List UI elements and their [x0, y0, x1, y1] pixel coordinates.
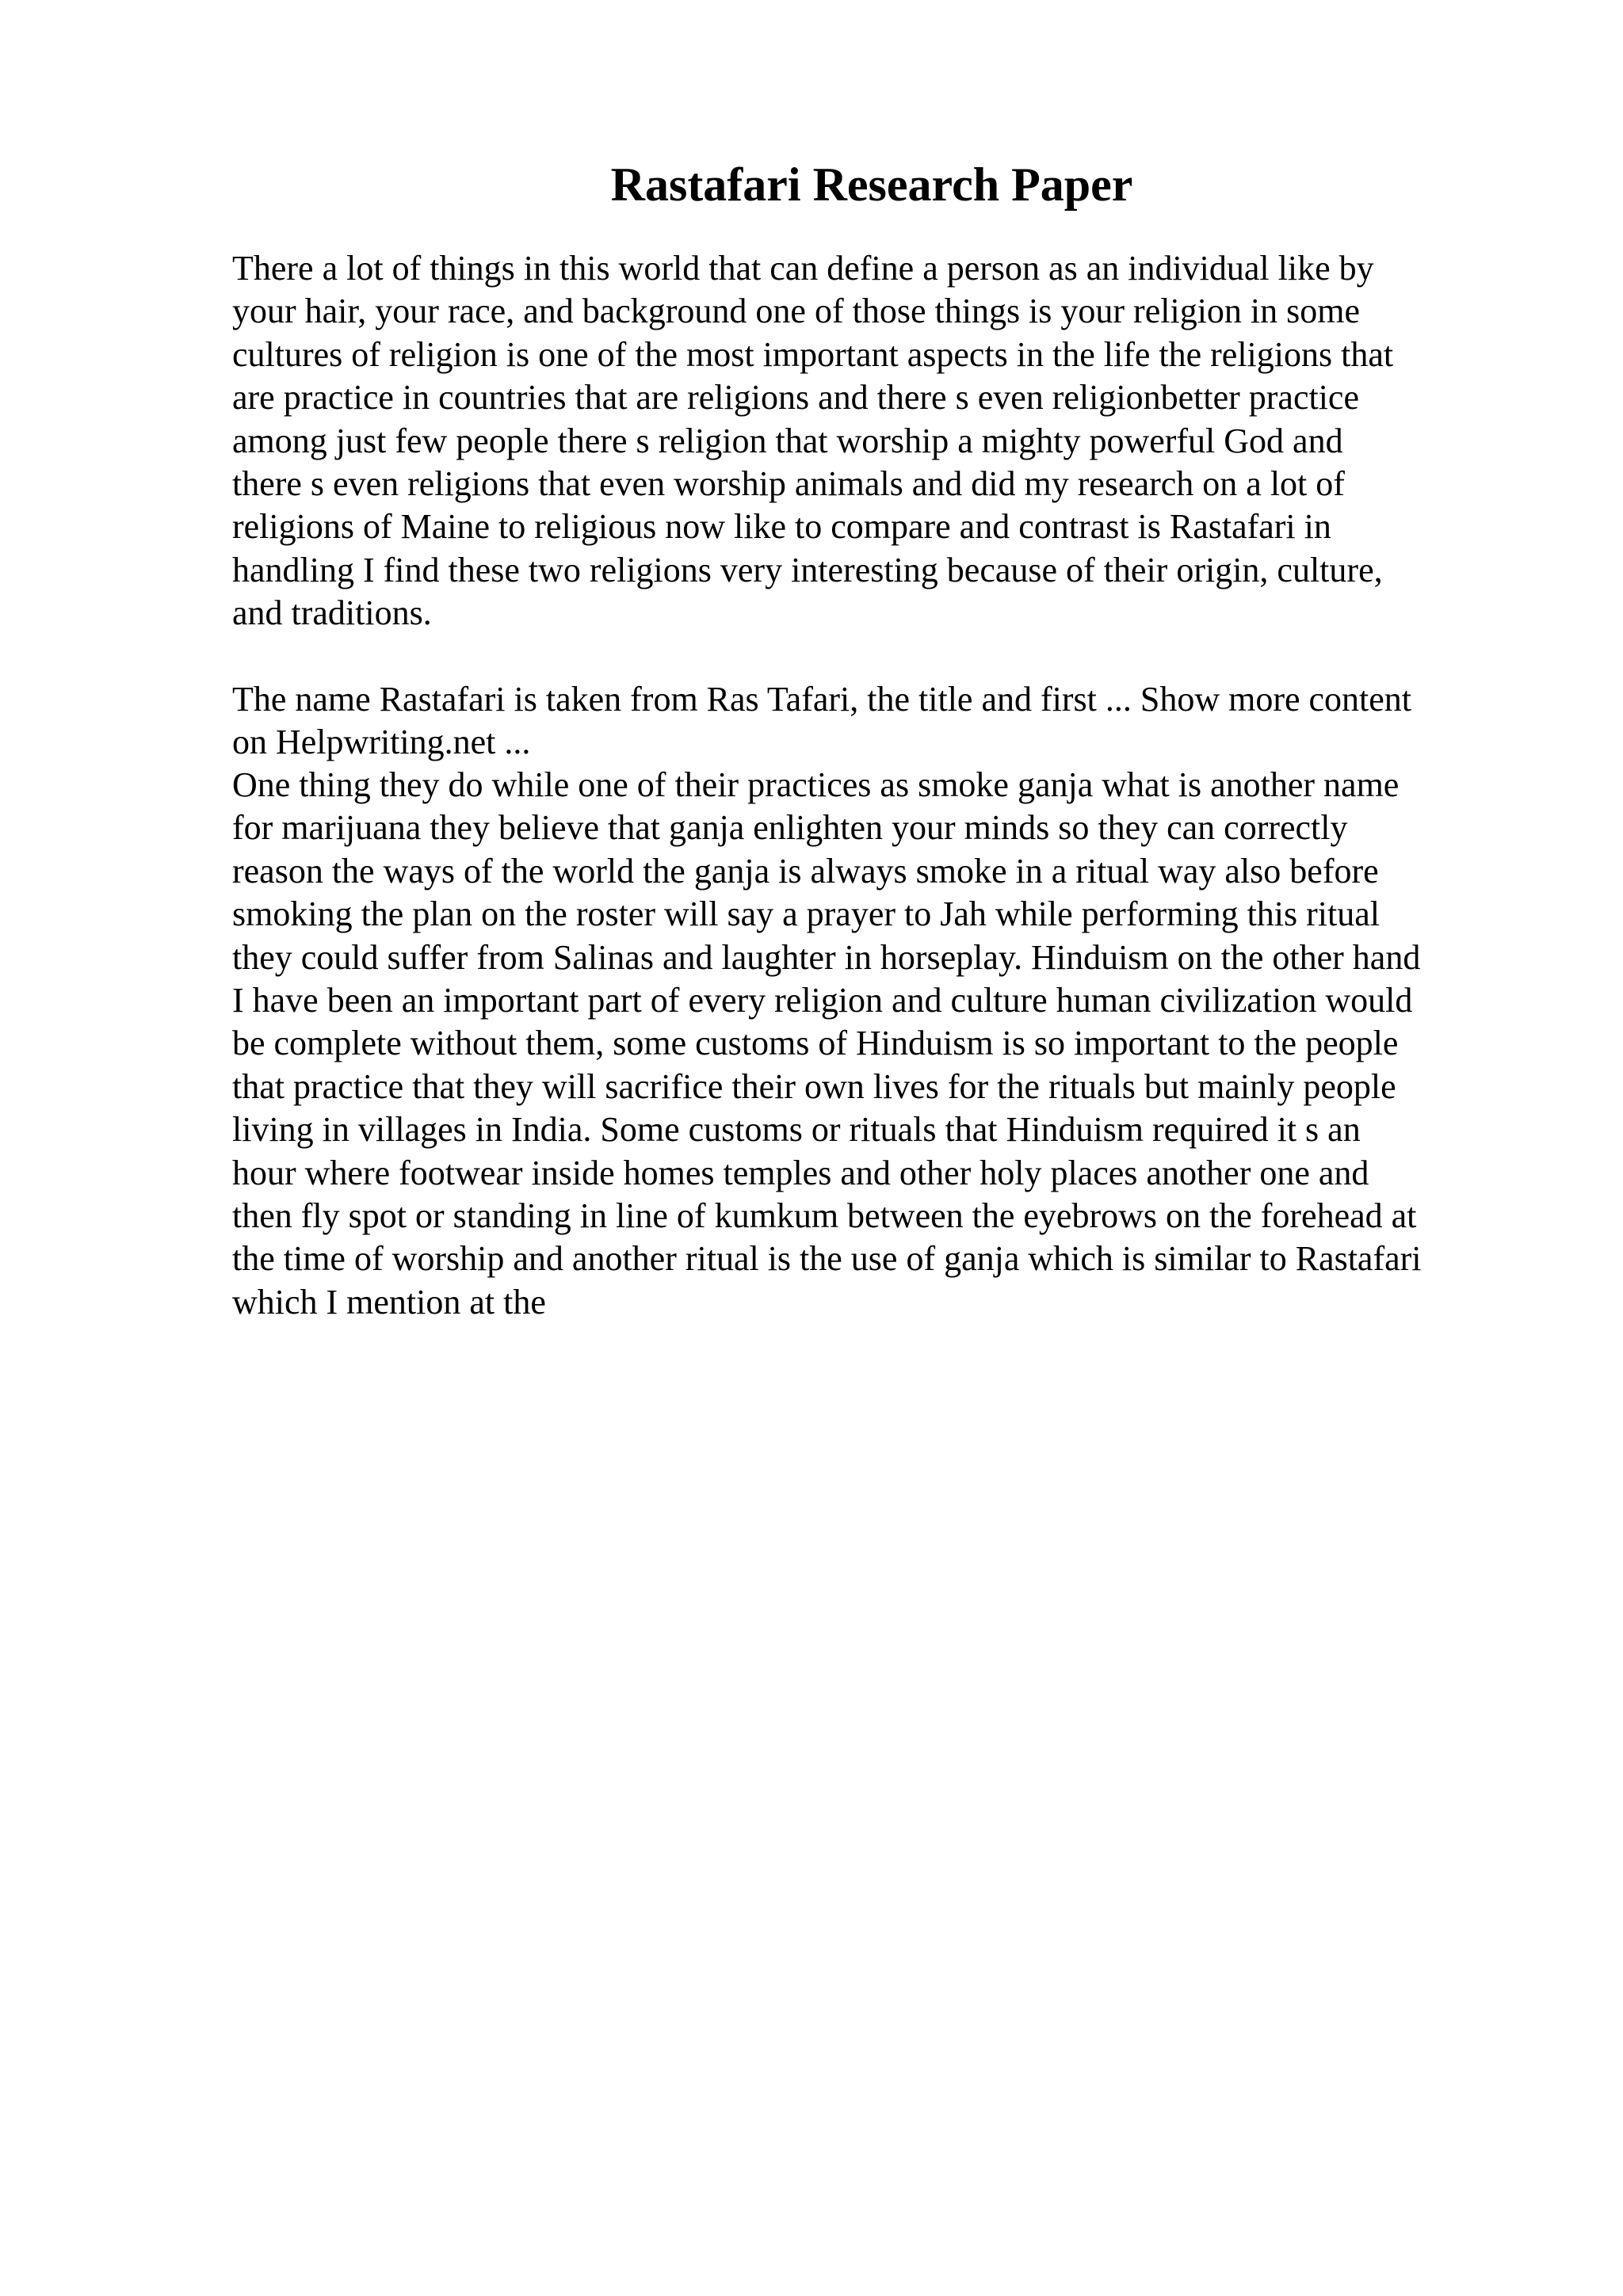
paragraph-line: living in villages in India. Some customs or rituals that Hinduism required it s an [232, 1110, 1361, 1150]
paragraph-line: your hair, your race, and background one of those things is your religion in some [232, 292, 1361, 331]
paragraph-line: religions of Maine to religious now like to compare and contrast is Rastafari in [232, 507, 1331, 547]
paragraph-line: The name Rastafari is taken from Ras Tafari, the title and first ... Show more content [232, 680, 1412, 719]
paragraph-line: There a lot of things in this world that can define a person as an individual like by [232, 249, 1374, 288]
paragraph-line: there s even religions that even worship animals and did my research on a lot of [232, 464, 1345, 504]
paragraph-line: smoking the plan on the roster will say a prayer to Jah while performing this ritual [232, 894, 1381, 934]
paragraph-1 [232, 247, 1516, 635]
paragraph-2 [232, 678, 1516, 765]
paragraph-line: then fly spot or standing in line of kumkum between the eyebrows on the forehead at [232, 1196, 1417, 1236]
paragraph-line: they could suffer from Salinas and laughter in horseplay. Hinduism on the other hand [232, 937, 1421, 977]
paragraph-line: handling I find these two religions very interesting because of their origin, culture, [232, 550, 1383, 589]
paragraph-line: cultures of religion is one of the most important aspects in the life the religions that [232, 334, 1394, 374]
paragraph-line: reason the ways of the world the ganja is always smoke in a ritual way also before [232, 851, 1379, 891]
paragraph-line: be complete without them, some customs of Hinduism is so important to the people [232, 1024, 1399, 1063]
paragraph-line: that practice that they will sacrifice their own lives for the rituals but mainly people [232, 1066, 1396, 1106]
paragraph-line: hour where footwear inside homes temples and other holy places another one and [232, 1153, 1369, 1192]
paragraph-line: the time of worship and another ritual is the use of ganja which is similar to Rastafari [232, 1239, 1422, 1279]
paragraph-3 [232, 764, 1516, 1324]
paragraph-line: and traditions. [232, 593, 432, 633]
paragraph-line: are practice in countries that are religions and there s even religionbetter practice [232, 378, 1359, 418]
paragraph-line: for marijuana they believe that ganja enlighten your minds so they can correctly [232, 808, 1348, 848]
paragraph-line: among just few people there s religion that worship a mighty powerful God and [232, 421, 1343, 460]
paragraph-line: on Helpwriting.net ... [232, 723, 531, 762]
paragraph-line: I have been an important part of every religion and culture human civilization would [232, 981, 1413, 1020]
document-title: Rastafari Research Paper [610, 158, 1133, 211]
paragraph-line: One thing they do while one of their practices as smoke ganja what is another name [232, 765, 1400, 804]
paragraph-line: which I mention at the [232, 1282, 546, 1322]
